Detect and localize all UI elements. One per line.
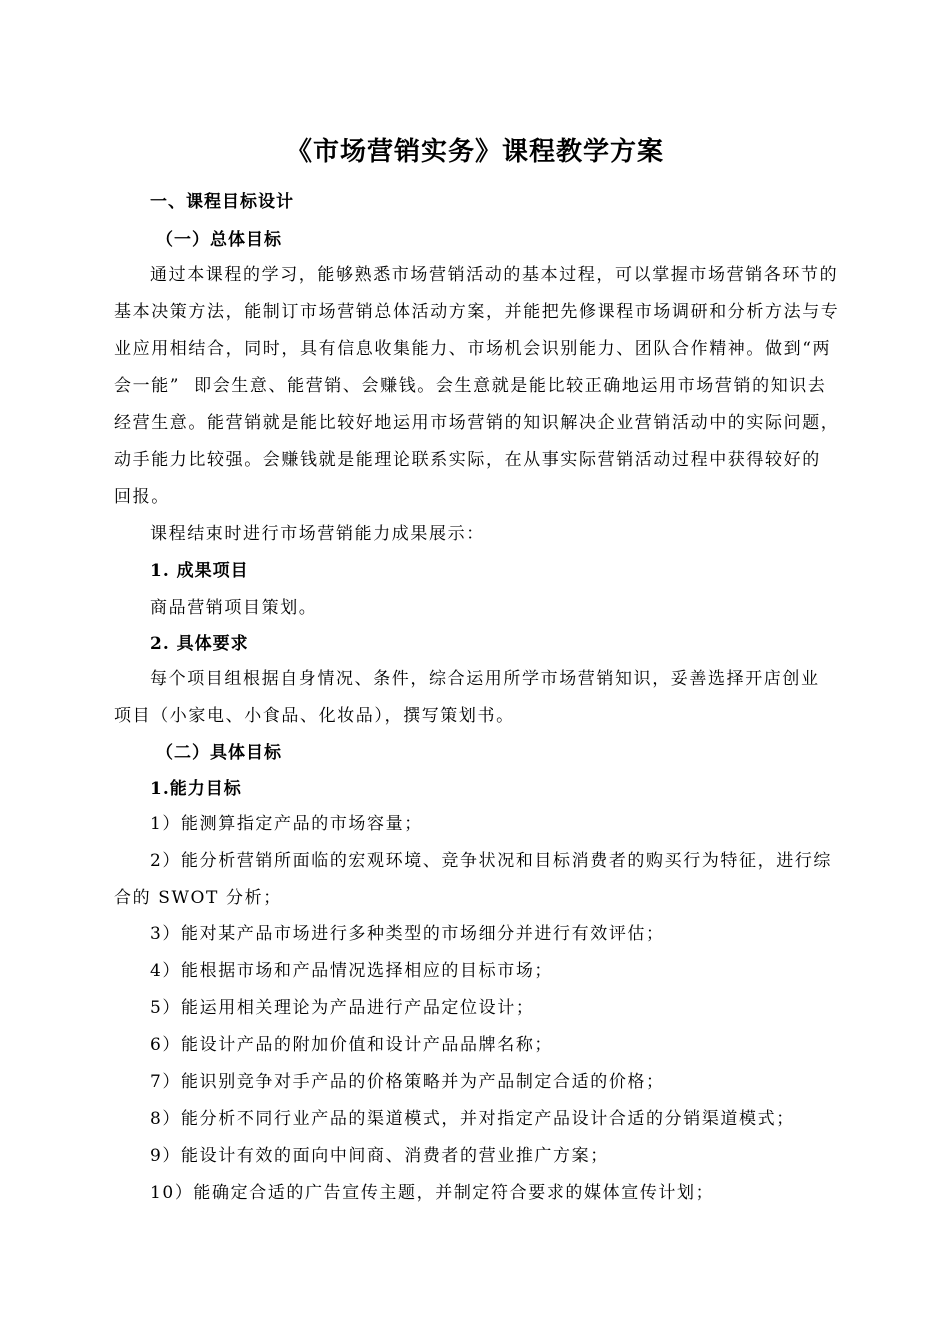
item-heading: 2. 具体要求 [150, 634, 249, 654]
list-item: 3）能对某产品市场进行多种类型的市场细分并进行有效评估； [150, 924, 665, 944]
list-item: 9）能设计有效的面向中间商、消费者的营业推广方案； [150, 1146, 609, 1166]
document-title: 《市场营销实务》课程教学方案 [285, 137, 664, 167]
paragraph-line: 每个项目组根据自身情况、条件，综合运用所学市场营销知识，妥善选择开店创业 [150, 669, 820, 689]
item-heading: 1.能力目标 [150, 779, 242, 799]
paragraph-line: 动手能力比较强。会赚钱就是能理论联系实际，在从事实际营销活动过程中获得较好的 [114, 450, 821, 470]
section-heading: 一、课程目标设计 [150, 192, 294, 212]
subsection-heading: （二）具体目标 [156, 743, 282, 763]
list-item: 4）能根据市场和产品情况选择相应的目标市场； [150, 961, 554, 981]
item-heading: 1. 成果项目 [150, 561, 249, 581]
paragraph-line: 课程结束时进行市场营销能力成果展示： [150, 524, 485, 544]
paragraph-line: 经营生意。能营销就是能比较好地运用市场营销的知识解决企业营销活动中的实际问题， [114, 413, 840, 433]
list-item: 5）能运用相关理论为产品进行产品定位设计； [150, 998, 535, 1018]
list-item: 合的 SWOT 分析； [114, 888, 282, 908]
paragraph-line: 业应用相结合，同时，具有信息收集能力、市场机会识别能力、团队合作精神。做到“两 [114, 339, 832, 359]
paragraph-line: 商品营销项目策划。 [150, 598, 318, 618]
list-item: 7）能识别竞争对手产品的价格策略并为产品制定合适的价格； [150, 1072, 665, 1092]
list-item: 1）能测算指定产品的市场容量； [150, 814, 423, 834]
paragraph-line: 项目（小家电、小食品、化妆品），撰写策划书。 [114, 706, 515, 726]
list-item: 2）能分析营销所面临的宏观环境、竞争状况和目标消费者的购买行为特征，进行综 [150, 851, 833, 871]
subsection-heading: （一）总体目标 [156, 230, 282, 250]
paragraph-line: 会一能” 即会生意、能营销、会赚钱。会生意就是能比较正确地运用市场营销的知识去 [114, 376, 827, 396]
list-item: 10）能确定合适的广告宣传主题，并制定符合要求的媒体宣传计划； [150, 1183, 715, 1203]
paragraph-line: 回报。 [114, 487, 170, 507]
list-item: 8）能分析不同行业产品的渠道模式，并对指定产品设计合适的分销渠道模式； [150, 1109, 795, 1129]
list-item: 6）能设计产品的附加价值和设计产品品牌名称； [150, 1035, 554, 1055]
paragraph-line: 基本决策方法，能制订市场营销总体活动方案，并能把先修课程市场调研和分析方法与专 [114, 302, 840, 322]
paragraph-line: 通过本课程的学习，能够熟悉市场营销活动的基本过程，可以掌握市场营销各环节的 [150, 265, 839, 285]
